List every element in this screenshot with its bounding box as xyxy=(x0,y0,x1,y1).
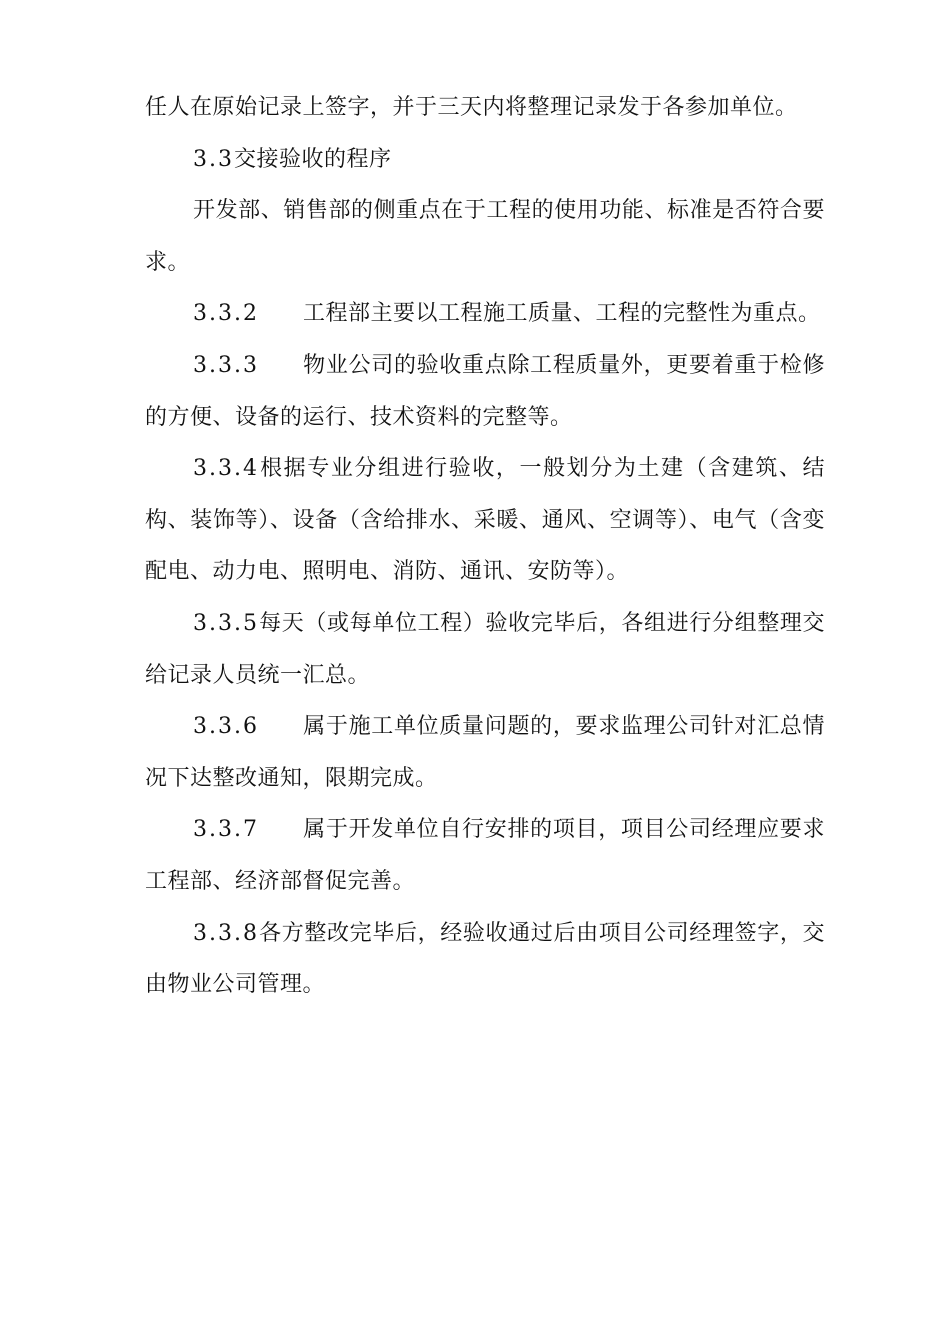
clause-number: 3.3.7 xyxy=(193,817,259,843)
paragraph-3-3-8 xyxy=(145,908,825,1011)
paragraph-text: 各方整改完毕后，经验收通过后由项目公司经理签字，交由物业公司管理。 xyxy=(145,920,825,998)
paragraph-3-3-5 xyxy=(145,598,825,701)
paragraph-text: 属于开发单位自行安排的项目，项目公司经理应要求工程部、经济部督促完善。 xyxy=(145,817,825,894)
clause-number: 3.3.4 xyxy=(193,456,259,482)
paragraph-3-3-4 xyxy=(145,443,825,598)
paragraph-text: 每天（或每单位工程）验收完毕后，各组进行分组整理交给记录人员统一汇总。 xyxy=(145,610,825,688)
paragraph-3-3-6 xyxy=(145,701,825,804)
paragraph-text: 根据专业分组进行验收，一般划分为土建（含建筑、结构、装饰等）、设备（含给排水、采暖、通风、空调等）、电气（含变配电、动力电、照明电、消防、通讯、安防等）。 xyxy=(145,456,825,585)
section-title: 交接验收的程序 xyxy=(234,146,392,172)
clause-number: 3.3.3 xyxy=(193,352,259,378)
paragraph-continuation xyxy=(145,82,825,134)
paragraph-text: 属于施工单位质量问题的，要求监理公司针对汇总情况下达整改通知，限期完成。 xyxy=(145,714,825,791)
clause-number: 3.3.5 xyxy=(193,610,259,636)
paragraph-3-3-3 xyxy=(145,340,825,443)
document-page xyxy=(145,82,825,1011)
paragraph-3-3-2 xyxy=(145,288,825,340)
clause-number: 3.3.2 xyxy=(193,301,259,327)
paragraph-text: 任人在原始记录上签字，并于三天内将整理记录发于各参加单位。 xyxy=(145,95,798,120)
clause-number: 3.3.8 xyxy=(193,920,259,946)
paragraph-3-3-7 xyxy=(145,804,825,907)
paragraph-text: 物业公司的验收重点除工程质量外，更要着重于检修的方便、设备的运行、技术资料的完整等。 xyxy=(145,352,825,430)
section-heading-3-3 xyxy=(145,134,825,186)
paragraph-text: 开发部、销售部的侧重点在于工程的使用功能、标准是否符合要求。 xyxy=(145,198,825,275)
paragraph-3-3-1 xyxy=(145,185,825,288)
clause-number: 3.3.6 xyxy=(193,714,259,740)
paragraph-text: 工程部主要以工程施工质量、工程的完整性为重点。 xyxy=(302,301,821,327)
section-number: 3.3 xyxy=(193,146,234,172)
